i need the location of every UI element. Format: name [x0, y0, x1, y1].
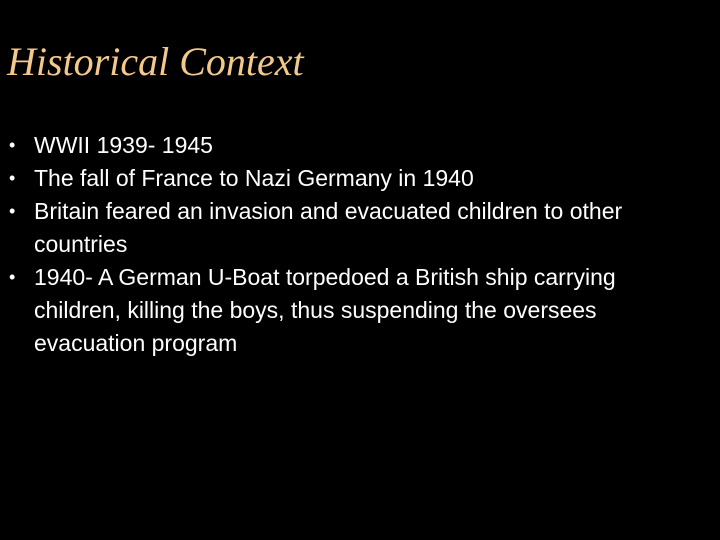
bullet-text: The fall of France to Nazi Germany in 1940	[34, 165, 474, 191]
bullet-dot-icon: •	[9, 168, 16, 188]
list-item	[9, 261, 709, 360]
bullet-list	[9, 129, 709, 360]
list-item	[9, 129, 709, 162]
bullet-dot-icon: •	[9, 267, 16, 287]
bullet-dot-icon: •	[9, 135, 16, 155]
list-item	[9, 195, 709, 261]
bullet-dot-icon: •	[9, 201, 16, 221]
bullet-text: WWII 1939- 1945	[34, 132, 213, 158]
bullet-text: 1940- A German U-Boat torpedoed a British ship carrying children, killing the boys, thus suspending the oversees evacuation program	[34, 264, 616, 356]
list-item	[9, 162, 709, 195]
bullet-text: Britain feared an invasion and evacuated children to other countries	[34, 198, 623, 257]
slide-title: Historical Context	[7, 39, 304, 84]
